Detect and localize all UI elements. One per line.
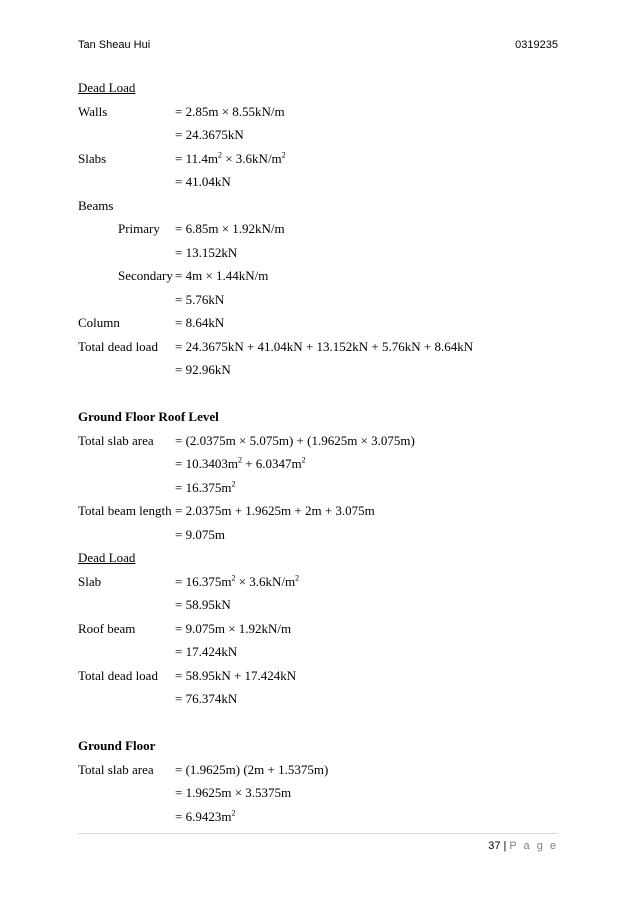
slabs-calc: = $11.4m^2 \times 3.6kN/m^2$ [175,150,286,166]
page-word: P a g e [509,840,558,852]
roof-slab-area-step: = $10.3403m^2 + 6.0347m^2$ [175,455,306,471]
secondary-result: = 5.76kN [175,291,225,307]
secondary-label: Secondary [118,268,173,283]
ground-slab-area-result: = $6.9423m^2$ [175,808,236,824]
roof-slab-area-calc: = (2.0375m × 5.075m) + (1.9625m × 3.075m) [175,432,415,448]
footer-divider [78,833,558,834]
footer-separator: | [503,840,507,852]
roof-total-result: = 76.374kN [175,691,238,706]
secondary-calc: = 4m × 1.44kN/m [175,268,269,283]
header-author: Tan Sheau Hui [78,39,151,51]
beam-length-label: Total beam length [78,503,172,518]
ground-slab-area-label: Total slab area [78,761,154,777]
roof-slab-label: Slab [78,573,102,589]
walls-calc: = 2.85m × 8.55kN/m [175,103,285,119]
roof-beam-calc: = 9.075m × 1.92kN/m [175,620,292,636]
beam-length-calc: = 2.0375m + 1.9625m + 2m + 3.075m [175,503,375,518]
total-dead-load-calc: = 24.3675kN + 41.04kN + 13.152kN + 5.76kN + 8.64kN [175,338,474,354]
header-student-id: 0319235 [515,39,558,51]
roof-slab-area-label: Total slab area [78,432,154,448]
roof-beam-result: = 17.424kN [175,644,238,659]
slabs-result: = 41.04kN [175,174,231,189]
ground-floor-heading: Ground Floor [78,738,156,753]
primary-label: Primary [118,221,160,236]
beams-label: Beams [78,197,114,213]
roof-beam-label: Roof beam [78,620,136,636]
roof-level-heading: Ground Floor Roof Level [78,409,219,424]
ground-slab-area-calc: = (1.9625m) (2m + 1.5375m) [175,761,329,777]
roof-total-label: Total dead load [78,667,158,683]
page-footer [488,840,558,852]
total-dead-load-label: Total dead load [78,338,158,354]
roof-slab-area-result: = $16.375m^2$ [175,479,236,495]
page-number: 37 [488,840,501,852]
primary-result: = 13.152kN [175,244,238,260]
roof-dead-load-heading: Dead Load [78,550,136,565]
roof-total-calc: = 58.95kN + 17.424kN [175,667,297,683]
roof-slab-result: = 58.95kN [175,597,231,612]
roof-slab-calc: = $16.375m^2 \times 3.6kN/m^2$ [175,573,300,589]
dead-load-heading: Dead Load [78,80,136,95]
primary-calc: = 6.85m × 1.92kN/m [175,221,285,236]
walls-label: Walls [78,103,108,119]
walls-result: = 24.3675kN [175,127,244,142]
beam-length-result: = 9.075m [175,526,225,542]
column-value: = 8.64kN [175,315,225,330]
slabs-label: Slabs [78,150,107,166]
total-dead-load-result: = 92.96kN [175,362,231,377]
column-label: Column [78,315,120,330]
document-body [78,76,558,828]
ground-slab-area-step: = 1.9625m × 3.5375m [175,785,292,800]
